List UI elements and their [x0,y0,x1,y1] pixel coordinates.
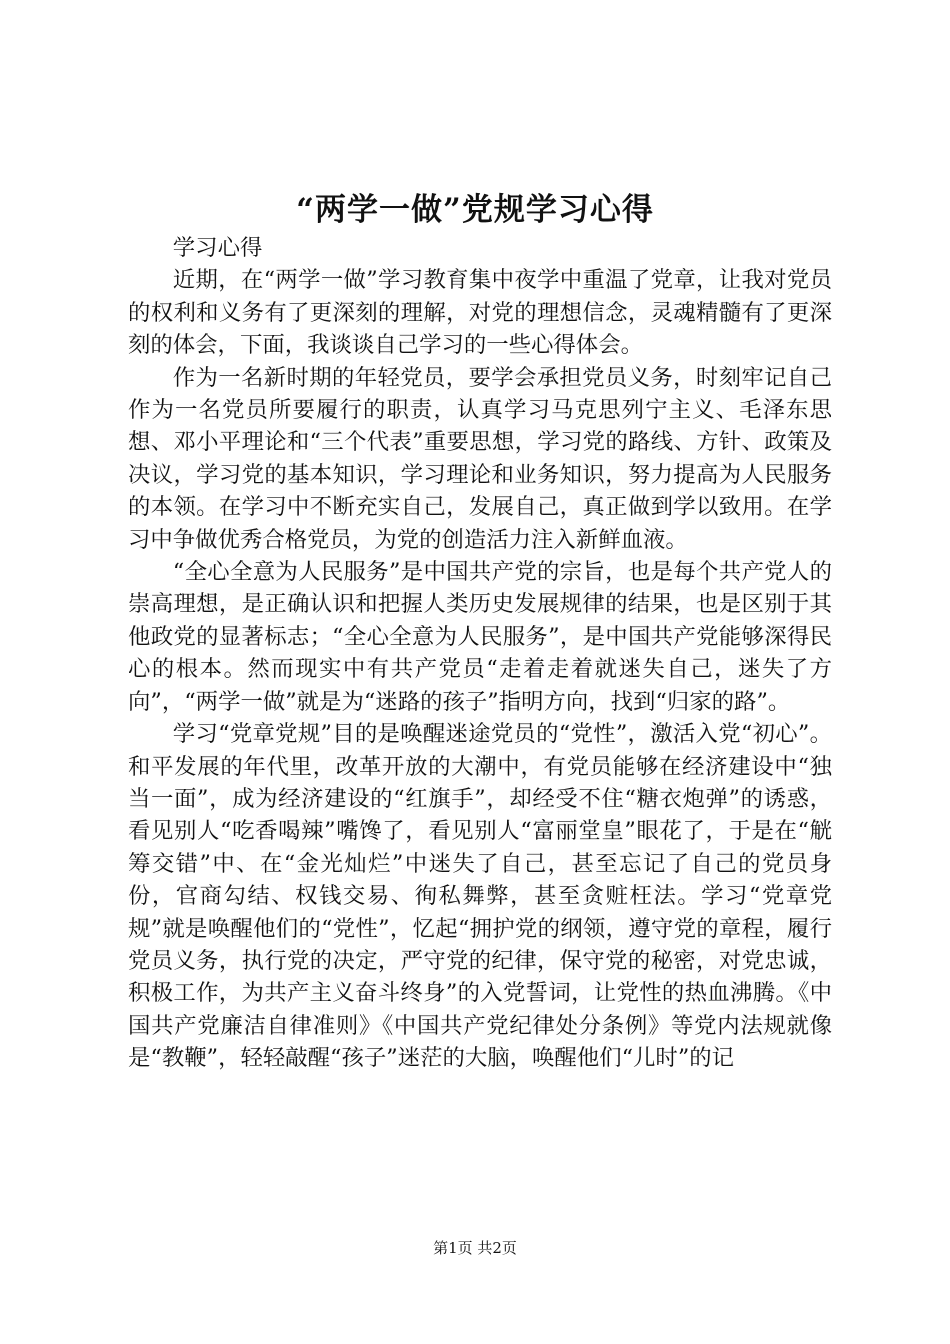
paragraph: 作为一名新时期的年轻党员，要学会承担党员义务，时刻牢记自己作为一名党员所要履行的职责，认真学习马克思列宁主义、毛泽东思想、邓小平理论和“三个代表”重要思想，学习党的路线、方针、政策及决议，学习党的基本知识，学习理论和业务知识，努力提高为人民服务的本领。在学习中不断充实自己，发展自己，真正做到学以致用。在学习中争做优秀合格党员，为党的创造活力注入新鲜血液。 [128,364,832,553]
document-body [128,232,832,1075]
paragraph: 学习心得 [172,235,263,261]
paragraph: 学习“党章党规”目的是唤醒迷途党员的“党性”，激活入党“初心”。和平发展的年代里，改革开放的大潮中，有党员能够在经济建设中“独当一面”，成为经济建设的“红旗手”，却经受不住“糖衣炮弹”的诱惑，看见别人“吃香喝辣”嘴馋了，看见别人“富丽堂皇”眼花了，于是在“觥筹交错”中、在“金光灿烂”中迷失了自己，甚至忘记了自己的党员身份，官商勾结、权钱交易、徇私舞弊，甚至贪赃枉法。学习“党章党规”就是唤醒他们的“党性”，忆起“拥护党的纲领，遵守党的章程，履行党员义务，执行党的决定，严守党的纪律，保守党的秘密，对党忠诚，积极工作，为共产主义奋斗终身”的入党誓词，让党性的热血沸腾。《中国共产党廉洁自律准则》《中国共产党纪律处分条例》等党内法规就像是“教鞭”，轻轻敲醒“孩子”迷茫的大脑，唤醒他们“儿时”的记 [128,721,832,1072]
document-title: “两学一做”党规学习心得 [296,192,654,228]
paragraph: 近期，在“两学一做”学习教育集中夜学中重温了党章，让我对党员的权利和义务有了更深刻的理解，对党的理想信念，灵魂精髓有了更深刻的体会，下面，我谈谈自己学习的一些心得体会。 [128,267,832,359]
paragraph: “全心全意为人民服务”是中国共产党的宗旨，也是每个共产党人的崇高理想，是正确认识和把握人类历史发展规律的结果，也是区别于其他政党的显著标志；“全心全意为人民服务”，是中国共产党能够深得民心的根本。然而现实中有共产党员“走着走着就迷失自己，迷失了方向”，“两学一做”就是为“迷路的孩子”指明方向，找到“归家的路”。 [128,559,832,715]
page-footer: 第1页 共2页 [433,1239,517,1257]
